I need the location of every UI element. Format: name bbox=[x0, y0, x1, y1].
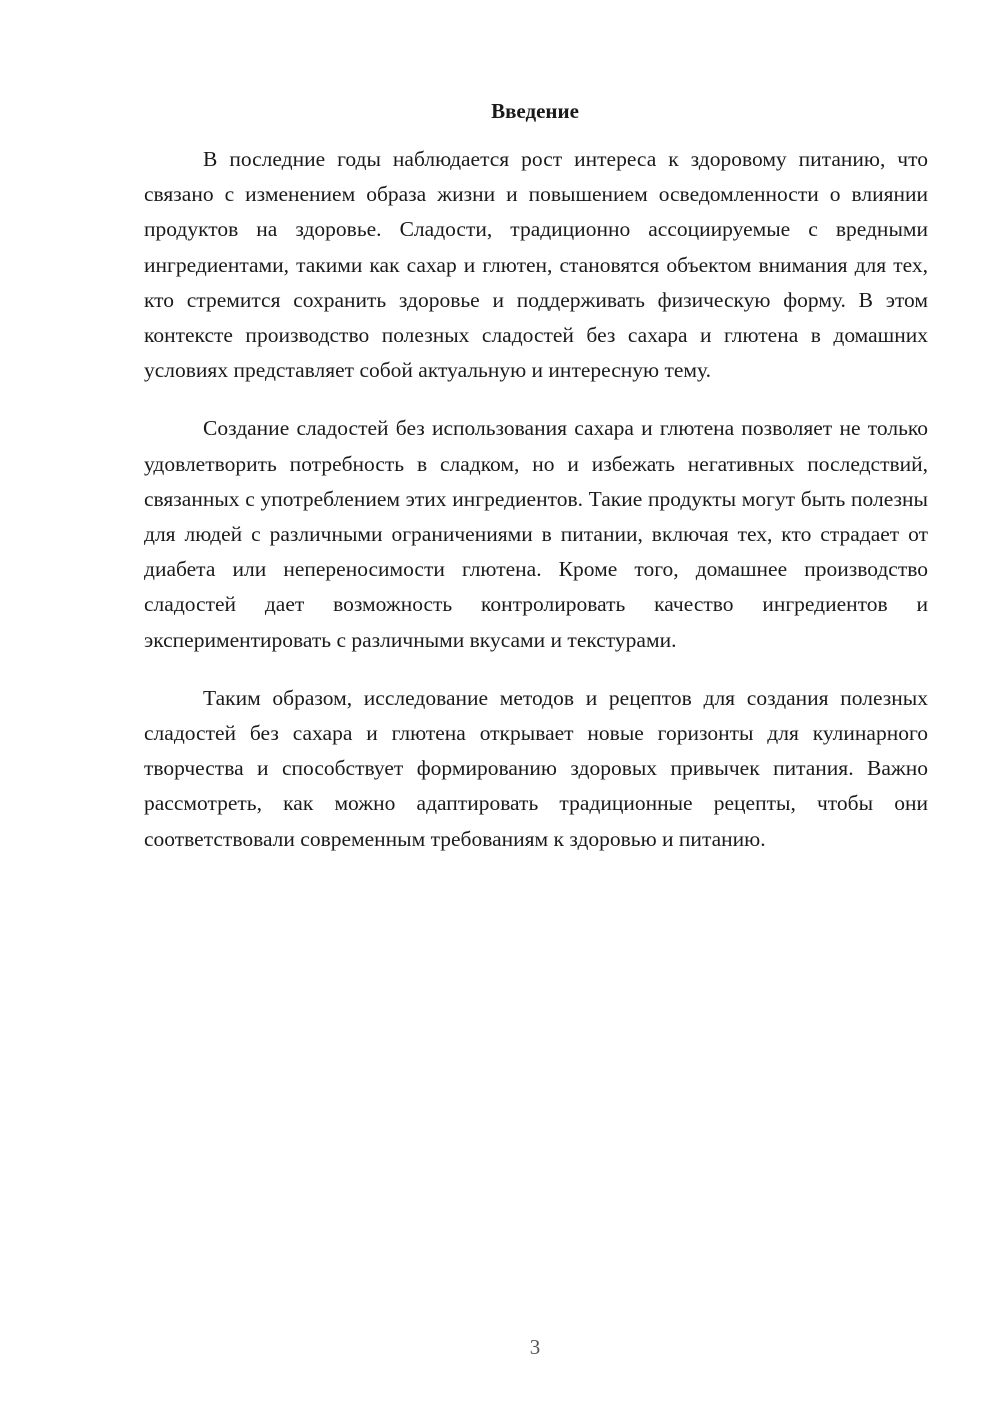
paragraph-3: Таким образом, исследование методов и рецептов для создания полезных сладостей без сахара и глютена открывает новые горизонты для кулинарного творчества и способствует формированию здоровых привычек питания. Важно рассмотреть, как можно адаптировать традиционные рецепты, чтобы они соответствовали современным требованиям к здоровью и питанию. bbox=[144, 685, 928, 851]
paragraph-1: В последние годы наблюдается рост интереса к здоровому питанию, что связано с изменением образа жизни и повышением осведомленности о влиянии продуктов на здоровье. Сладости, традиционно ассоциируемые с вредными ингредиентами, такими как сахар и глютен, становятся объектом внимания для тех, кто стремится сохранить здоровье и поддерживать физическую форму. В этом контексте производство полезных сладостей без сахара и глютена в домашних условиях представляет собой актуальную и интересную тему. bbox=[144, 147, 928, 383]
paragraph-2: Создание сладостей без использования сахара и глютена позволяет не только удовлетворить потребность в сладком, но и избежать негативных последствий, связанных с употреблением этих ингредиентов. Такие продукты могут быть полезны для людей с различными ограничениями в питании, включая тех, кто страдает от диабета или непереносимости глютена. Кроме того, домашнее производство сладостей дает возможность контролировать качество ингредиентов и экспериментировать с различными вкусами и текстурами. bbox=[144, 416, 928, 652]
section-heading: Введение bbox=[491, 99, 579, 123]
body-text bbox=[144, 142, 928, 857]
page-number: 3 bbox=[529, 1335, 541, 1359]
